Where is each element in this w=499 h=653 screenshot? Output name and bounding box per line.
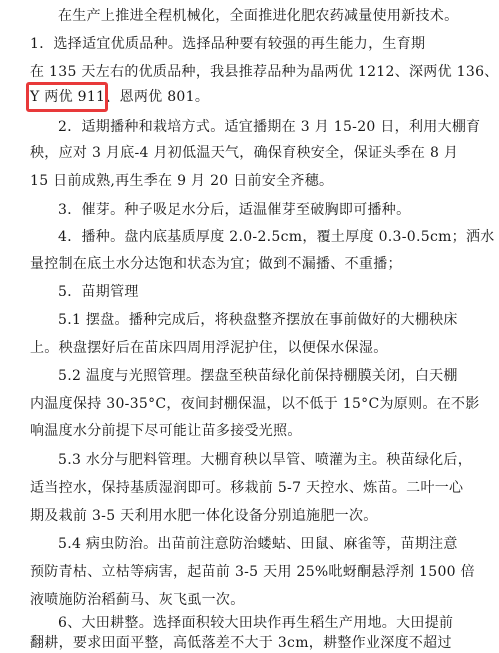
text-line: 上。秧盘摆好后在苗床四周用浮泥护住，以便保水保湿。 [30,340,388,356]
text-line: 秧，应对 3 月底-4 月初低温天气，确保育秧安全，保证头季在 8 月 [30,145,459,161]
text-line: 内温度保持 30-35°C，夜间封棚保温，以不低于 15°C为原则。在不影 [30,396,480,412]
highlight-annotation-box [26,82,108,112]
text-line: 2．适期播种和栽培方式。适宜播期在 3 月 15-20 日，利用大棚育 [58,119,481,135]
text-line: 量控制在底土水分达饱和状态为宜；做到不漏播、不重播； [30,256,402,272]
section-heading: 5．苗期管理 [58,284,139,300]
text-line: 5.4 病虫防治。出苗前注意防治蝼蛄、田鼠、麻雀等，苗期注意 [58,536,458,552]
text-line: 3．催芽。种子吸足水分后，适温催芽至破胸即可播种。 [58,202,411,218]
text-line: 期及栽前 3-5 天利用水肥一体化设备分别追施肥一次。 [30,508,378,524]
text-line: 在生产上推进全程机械化，全面推进化肥农药减量使用新技术。 [58,8,459,24]
text-line: 在 135 天左右的优质品种，我县推荐品种为晶两优 1212、深两优 136、 [30,64,499,80]
text-line: 5.3 水分与肥料管理。大棚育秧以旱管、喷灌为主。秧苗绿化后， [58,452,473,468]
text-line: 响温度水分前提下尽可能让苗多接受光照。 [30,423,302,439]
text-line: 适当控水，保持基质湿润即可。移栽前 5-7 天控水、炼苗。二叶一心 [30,480,464,496]
text-line: 6、大田耕整。选择面积较大田块作再生稻生产用地。大田提前 [58,615,454,631]
text-line: 翻耕，要求田面平整，高低落差不大于 3cm，耕整作业深度不超过 [30,635,452,651]
text-line: 15 日前成熟,再生季在 9 月 20 日前安全齐穗。 [30,173,334,189]
text-line: 液喷施防治稻蓟马、灰飞虱一次。 [30,592,245,608]
text-line: 4．播种。盘内底基质厚度 2.0-2.5cm，覆土厚度 0.3-0.5cm；洒水 [58,229,495,245]
text-line: 预防青枯、立枯等病害，起苗前 3-5 天用 25%吡蚜酮悬浮剂 1500 倍 [30,564,475,580]
text-line: Y 两优 911、恩两优 801。 [30,89,210,105]
text-line: 5.2 温度与光照管理。摆盘至秧苗绿化前保持棚膜关闭，白天棚 [58,368,458,384]
text-line: 1．选择适宜优质品种。选择品种要有较强的再生能力，生育期 [30,36,426,52]
text-line: 5.1 摆盘。播种完成后，将秧盘整齐摆放在事前做好的大棚秧床 [58,312,458,328]
